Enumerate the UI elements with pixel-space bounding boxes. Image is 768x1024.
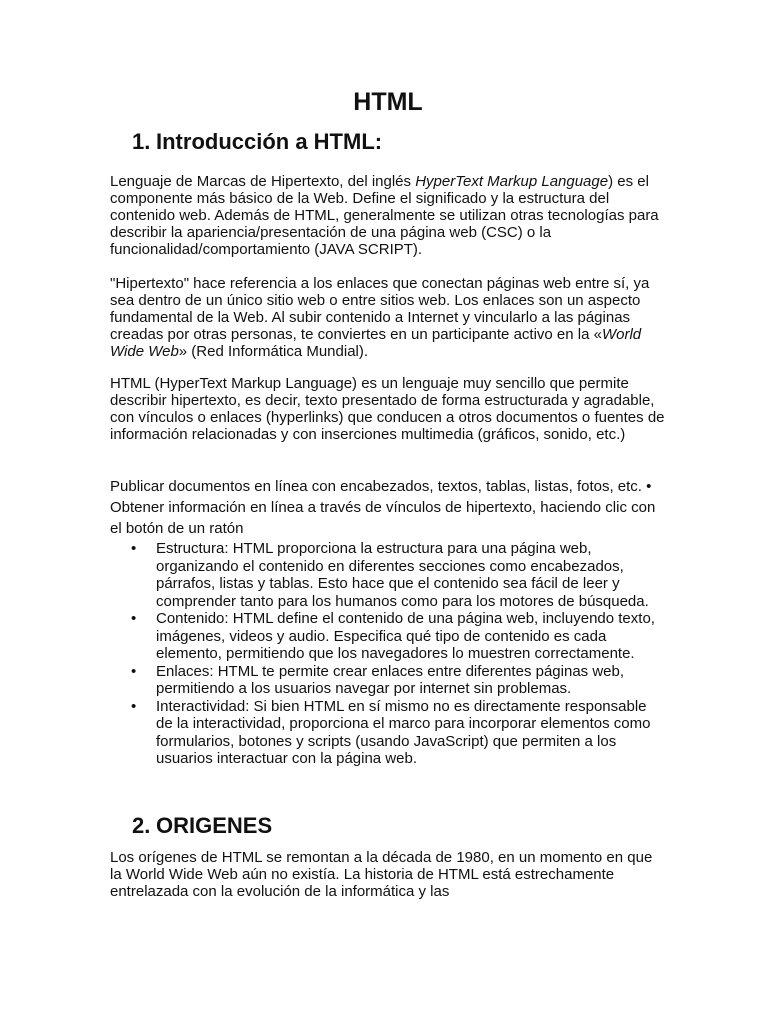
paragraph-definicion: [110, 173, 666, 258]
section-number: 2.: [132, 813, 151, 838]
section-heading-introduccion: [132, 128, 382, 156]
paragraph-hipertexto: [110, 275, 666, 360]
paragraph-text: Lenguaje de Marcas de Hipertexto, del inglés: [110, 173, 416, 190]
list-item-enlaces: • Enlaces: HTML te permite crear enlaces entre diferentes páginas web, permitiendo a los usuarios navegar por internet sin problemas.: [110, 663, 666, 698]
paragraph-text: ) es el componente más básico de la Web. Define el significado y la estructura del contenido web. Además de HTML, generalmente se utilizan otras tecnologías para describir la apariencia/presentación de una página web (CSC) o la funcionalidad/comportamiento (JAVA SCRIPT).: [110, 173, 659, 258]
list-item-interactividad: • Interactividad: Si bien HTML en sí mismo no es directamente responsable de la interactividad, proporciona el marco para incorporar elementos como formularios, botones y scripts (usando JavaScript) que permiten a los usuarios interactuar con la página web.: [110, 698, 666, 768]
paragraph-italic-text: World Wide Web: [110, 326, 642, 360]
section-heading-text: ORIGENES: [156, 813, 273, 838]
paragraph-text: » (Red Informática Mundial).: [178, 343, 369, 360]
paragraph-publicar: Publicar documentos en línea con encabezados, textos, tablas, listas, fotos, etc. • Obtener información en línea a través de vínculos de hipertexto, haciendo clic con el botón de un ratón: [110, 478, 656, 537]
paragraph-html-lenguaje: HTML (HyperText Markup Language) es un lenguaje muy sencillo que permite describir hipertexto, es decir, texto presentado de forma estructurada y agradable, con vínculos o enlaces (hyperlinks) que conducen a otros documentos o fuentes de información relacionadas y con inserciones multimedia (gráficos, sonido, etc.): [110, 375, 665, 443]
paragraph-origenes: Los orígenes de HTML se remontan a la década de 1980, en un momento en que la World Wide Web aún no existía. La historia de HTML está estrechamente entrelazada con la evolución de la informática y las: [110, 849, 653, 900]
section-number: 1.: [132, 129, 151, 154]
document-title: HTML: [353, 88, 423, 116]
feature-bullet-list: [110, 540, 666, 768]
paragraph-italic-text: HyperText Markup Language: [415, 173, 609, 190]
paragraph-text: "Hipertexto" hace referencia a los enlaces que conectan páginas web entre sí, ya sea dentro de un único sitio web o entre sitios web. Los enlaces son un aspecto fundamental de la Web. Al subir contenido a Internet y vincularlo a las páginas creadas por otras personas, te conviertes en un participante activo en la «: [110, 275, 650, 343]
list-item-contenido: • Contenido: HTML define el contenido de una página web, incluyendo texto, imágenes, videos y audio. Especifica qué tipo de contenido es cada elemento, permitiendo que los navegadores lo muestren correctamente.: [110, 610, 666, 663]
section-heading-origenes: [132, 812, 272, 840]
section-heading-text: Introducción a HTML:: [156, 129, 383, 154]
list-item-estructura: • Estructura: HTML proporciona la estructura para una página web, organizando el contenido en diferentes secciones como encabezados, párrafos, listas y tablas. Esto hace que el contenido sea fácil de leer y comprender tanto para los humanos como para los motores de búsqueda.: [110, 540, 666, 610]
